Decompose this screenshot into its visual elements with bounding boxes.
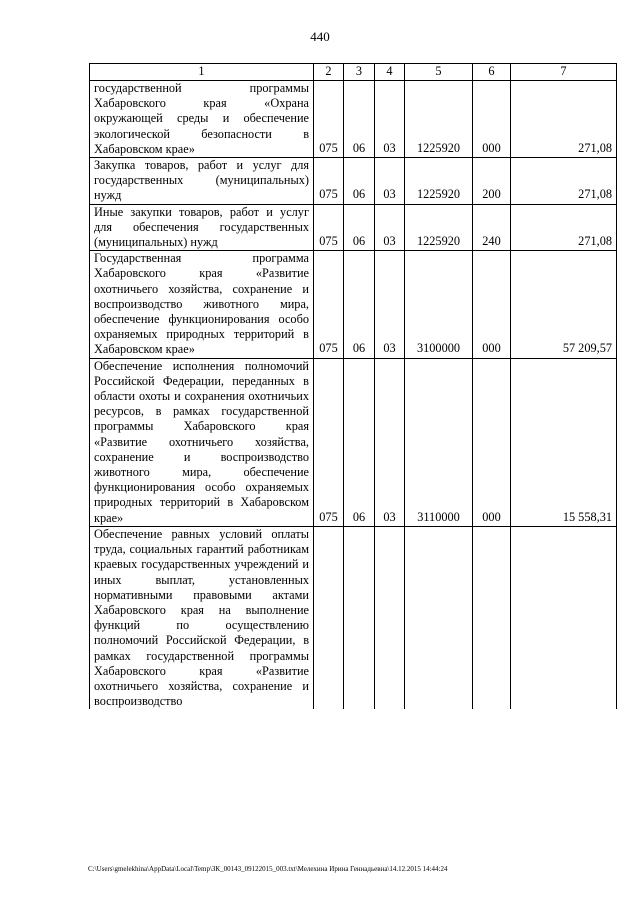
cell-code [314, 526, 344, 709]
cell-subsection [375, 526, 405, 709]
cell-section: 06 [344, 358, 375, 526]
cell-subsection: 03 [375, 204, 405, 251]
cell-amount: 271,08 [511, 158, 617, 205]
row-description: Обеспечение исполнения полномочий Российской Федерации, переданных в области охоты и сохранения охотничьих ресурсов, в рамках государственной программы Хабаровского края «Развитие охотничьего хозяйства, сохранение и воспроизводство животного мира, обеспечение функционирования особо охраняемых природных территорий в Хабаровском крае» [90, 358, 314, 526]
row-description: Государственная программа Хабаровского края «Развитие охотничьего хозяйства, сохранение и воспроизводство животного мира, обеспечение функционирования особо охраняемых природных территорий в Хабаровском крае» [90, 251, 314, 358]
cell-section: 06 [344, 251, 375, 358]
table-row [90, 358, 617, 526]
row-description: Обеспечение равных условий оплаты труда, социальных гарантий работникам краевых государственных учреждений и иных выплат, установленных нормативными правовыми актами Хабаровского края на выполнение функций по осуществлению полномочий Российской Федерации, в рамках государственной программы Хабаровского края «Развитие охотничьего хозяйства, сохранение и воспроизводство [90, 526, 314, 709]
table-header-row [90, 64, 617, 81]
row-description: Закупка товаров, работ и услуг для государственных (муниципальных) нужд [90, 158, 314, 205]
column-header: 3 [344, 64, 375, 81]
cell-expense-type: 000 [473, 251, 511, 358]
column-header: 6 [473, 64, 511, 81]
cell-expense-type [473, 526, 511, 709]
table-row [90, 251, 617, 358]
cell-expense-type: 000 [473, 358, 511, 526]
cell-subsection: 03 [375, 358, 405, 526]
table-row [90, 158, 617, 205]
budget-table [89, 63, 617, 709]
column-header: 1 [90, 64, 314, 81]
column-header: 2 [314, 64, 344, 81]
page-number: 440 [310, 29, 330, 44]
cell-amount: 271,08 [511, 81, 617, 158]
cell-target-article: 3100000 [405, 251, 473, 358]
cell-subsection: 03 [375, 81, 405, 158]
footer-file-path: C:\Users\gmelekhina\AppData\Local\Temp\ЗК_00143_09122015_003.txt\Мелехина Ирина Геннадьевна\14.12.2015 14:44:24 [88, 865, 448, 873]
cell-section: 06 [344, 158, 375, 205]
cell-target-article: 1225920 [405, 81, 473, 158]
cell-amount [511, 526, 617, 709]
cell-section: 06 [344, 81, 375, 158]
cell-code: 075 [314, 81, 344, 158]
cell-section [344, 526, 375, 709]
cell-target-article: 1225920 [405, 158, 473, 205]
row-description: государственной программы Хабаровского края «Охрана окружающей среды и обеспечение экологической безопасности в Хабаровском крае» [90, 81, 314, 158]
cell-target-article: 3110000 [405, 358, 473, 526]
cell-amount: 271,08 [511, 204, 617, 251]
cell-code: 075 [314, 204, 344, 251]
cell-expense-type: 200 [473, 158, 511, 205]
cell-code: 075 [314, 251, 344, 358]
cell-code: 075 [314, 358, 344, 526]
cell-section: 06 [344, 204, 375, 251]
cell-amount: 57 209,57 [511, 251, 617, 358]
column-header: 4 [375, 64, 405, 81]
cell-target-article [405, 526, 473, 709]
cell-amount: 15 558,31 [511, 358, 617, 526]
cell-subsection: 03 [375, 251, 405, 358]
column-header: 5 [405, 64, 473, 81]
cell-subsection: 03 [375, 158, 405, 205]
cell-expense-type: 240 [473, 204, 511, 251]
cell-target-article: 1225920 [405, 204, 473, 251]
table-row [90, 204, 617, 251]
cell-expense-type: 000 [473, 81, 511, 158]
table-row [90, 81, 617, 158]
column-header: 7 [511, 64, 617, 81]
row-description: Иные закупки товаров, работ и услуг для обеспечения государственных (муниципальных) нужд [90, 204, 314, 251]
table-row [90, 526, 617, 709]
cell-code: 075 [314, 158, 344, 205]
